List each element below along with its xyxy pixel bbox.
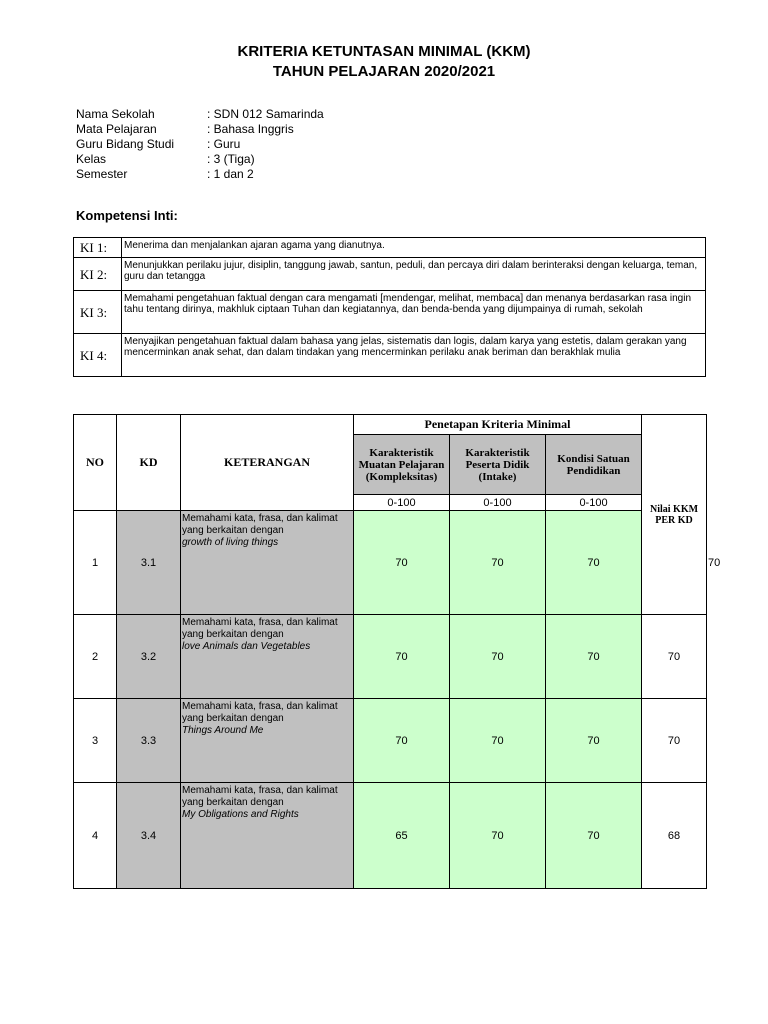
info-label: Mata Pelajaran xyxy=(76,122,157,136)
document-title: KRITERIA KETUNTASAN MINIMAL (KKM) xyxy=(237,43,531,60)
info-row xyxy=(76,167,324,182)
row-no: 1 xyxy=(74,511,117,615)
ki-heading: Kompetensi Inti: xyxy=(76,208,178,223)
table-row xyxy=(74,699,707,783)
ki-text: Menerima dan menjalankan ajaran agama yang dianutnya. xyxy=(122,238,706,258)
range-kompleksitas: 0-100 xyxy=(354,495,450,511)
ki-text: Menyajikan pengetahuan faktual dalam bahasa yang jelas, sistematis dan logis, dalam karya yang estetis, dalam gerakan yang mencerminkan anak sehat, dan dalam tindakan yang mencerminkan perilaku anak beriman dan berakhlak mulia xyxy=(122,334,706,377)
info-value: : 1 dan 2 xyxy=(207,167,254,181)
row-intake: 70 xyxy=(450,783,546,889)
keterangan-topic: Things Around Me xyxy=(182,725,264,736)
row-kd: 3.2 xyxy=(117,615,181,699)
info-value: : Guru xyxy=(207,137,241,151)
row-intake: 70 xyxy=(450,511,546,615)
row-intake: 70 xyxy=(450,615,546,699)
range-satuan: 0-100 xyxy=(546,495,642,511)
keterangan-text: Memahami kata, frasa, dan kalimat yang berkaitan dengan xyxy=(182,617,338,640)
table-row xyxy=(74,783,707,889)
header-satuan: Kondisi Satuan Pendidikan xyxy=(546,435,642,495)
header-kompleksitas: Karakteristik Muatan Pelajaran (Kompleksitas) xyxy=(354,435,450,495)
ki-row xyxy=(74,291,706,334)
row-keterangan xyxy=(181,783,354,889)
info-label: Semester xyxy=(76,167,128,181)
ki-number: KI 2: xyxy=(74,258,122,291)
info-label: Nama Sekolah xyxy=(76,107,155,121)
keterangan-topic: love Animals dan Vegetables xyxy=(182,641,311,652)
row-no: 4 xyxy=(74,783,117,889)
row-satuan: 70 xyxy=(546,783,642,889)
row-kompleksitas: 70 xyxy=(354,699,450,783)
ki-number: KI 4: xyxy=(74,334,122,377)
info-row xyxy=(76,122,324,137)
ki-text: Memahami pengetahuan faktual dengan cara mengamati [mendengar, melihat, membaca] dan menanya berdasarkan rasa ingin tahu tentang dirinya, makhluk ciptaan Tuhan dan kegiatannya, dan benda-benda yang dijumpainya di rumah, sekolah xyxy=(122,291,706,334)
row-kkm: 68 xyxy=(642,783,707,889)
info-row xyxy=(76,137,324,152)
keterangan-text: Memahami kata, frasa, dan kalimat yang berkaitan dengan xyxy=(182,513,338,536)
header-penetapan: Penetapan Kriteria Minimal xyxy=(354,415,642,435)
document-subtitle: TAHUN PELAJARAN 2020/2021 xyxy=(272,63,496,80)
keterangan-text: Memahami kata, frasa, dan kalimat yang berkaitan dengan xyxy=(182,785,338,808)
row-intake: 70 xyxy=(450,699,546,783)
header-nilai-kkm: Nilai KKM PER KD xyxy=(642,415,707,615)
row-kkm: 70 xyxy=(642,615,707,699)
info-label: Guru Bidang Studi xyxy=(76,137,175,151)
row-satuan: 70 xyxy=(546,699,642,783)
header-no: NO xyxy=(74,415,117,511)
ki-row xyxy=(74,334,706,377)
ki-number: KI 3: xyxy=(74,291,122,334)
info-value: : SDN 012 Samarinda xyxy=(207,107,324,121)
row-no: 3 xyxy=(74,699,117,783)
row-keterangan xyxy=(181,511,354,615)
table-row xyxy=(74,615,707,699)
header-intake: Karakteristik Peserta Didik (Intake) xyxy=(450,435,546,495)
keterangan-topic: My Obligations and Rights xyxy=(182,809,299,820)
row-kompleksitas: 70 xyxy=(354,511,450,615)
range-intake: 0-100 xyxy=(450,495,546,511)
keterangan-text: Memahami kata, frasa, dan kalimat yang berkaitan dengan xyxy=(182,701,338,724)
info-value: : 3 (Tiga) xyxy=(207,152,255,166)
info-value: : Bahasa Inggris xyxy=(207,122,294,136)
row-no: 2 xyxy=(74,615,117,699)
row-satuan: 70 xyxy=(546,615,642,699)
row-kompleksitas: 70 xyxy=(354,615,450,699)
keterangan-topic: growth of living things xyxy=(182,537,279,548)
info-row xyxy=(76,107,324,122)
info-row xyxy=(76,152,324,167)
ki-row xyxy=(74,258,706,291)
ki-number: KI 1: xyxy=(74,238,122,258)
header-keterangan: KETERANGAN xyxy=(181,415,354,511)
row-satuan: 70 xyxy=(546,511,642,615)
school-info xyxy=(76,107,324,182)
info-label: Kelas xyxy=(76,152,107,166)
row-kd: 3.1 xyxy=(117,511,181,615)
ki-row xyxy=(74,238,706,258)
row-keterangan xyxy=(181,699,354,783)
row-kd: 3.4 xyxy=(117,783,181,889)
kkm-table xyxy=(73,414,721,889)
table-row: 1 3.1 Memahami kata, frasa, dan kalimat yang berkaitan dengan growth of living things 70 70 70 70 xyxy=(74,511,707,615)
row-kompleksitas: 65 xyxy=(354,783,450,889)
row-kd: 3.3 xyxy=(117,699,181,783)
header-kd: KD xyxy=(117,415,181,511)
row-kkm: 70 xyxy=(642,699,707,783)
row-keterangan xyxy=(181,615,354,699)
ki-text: Menunjukkan perilaku jujur, disiplin, tanggung jawab, santun, peduli, dan percaya diri dalam berinteraksi dengan keluarga, teman, guru dan tetangga xyxy=(122,258,706,291)
ki-table xyxy=(73,237,706,377)
